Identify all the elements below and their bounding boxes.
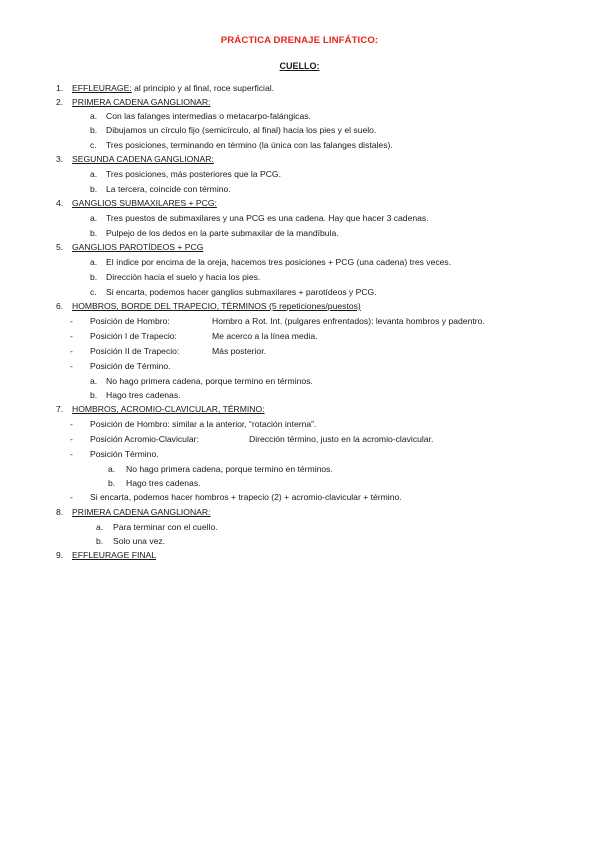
sub-item: No hago primera cadena, porque termino en términos. <box>106 376 313 386</box>
list-number: 2. <box>56 97 64 107</box>
sub-letter: b. <box>90 125 98 135</box>
section-heading: CUELLO: <box>279 61 320 71</box>
item-heading: PRIMERA CADENA GANGLIONAR: <box>72 97 211 107</box>
sub-item: Pulpejo de los dedos en la parte submaxilar de la mandíbula. <box>106 228 339 238</box>
list-number: 4. <box>56 198 64 208</box>
dash-bullet: - <box>70 346 73 356</box>
dash-bullet: - <box>70 449 73 459</box>
sub-letter: a. <box>90 169 98 179</box>
bullet-label: Posición Término. <box>90 449 159 459</box>
document-title: PRÁCTICA DRENAJE LINFÁTICO: <box>220 35 379 46</box>
sub-item: Si encarta, podemos hacer ganglios submaxilares + parotídeos y PCG. <box>106 287 377 297</box>
bullet-detail: Me acerco a la línea media. <box>212 331 318 341</box>
bullet-label: Posición Acromio-Clavicular: <box>90 434 199 444</box>
sub-item: Hago tres cadenas. <box>126 478 201 488</box>
list-number: 8. <box>56 507 64 517</box>
list-item <box>72 84 274 93</box>
sub-letter: b. <box>96 536 104 546</box>
bullet-detail: Dirección término, justo en la acromio-clavicular. <box>249 434 434 444</box>
dash-bullet: - <box>70 419 73 429</box>
sub-letter: a. <box>108 464 116 474</box>
sub-item: Tres posiciones, terminando en término (la única con las falanges distales). <box>106 140 393 150</box>
dash-bullet: - <box>70 316 73 326</box>
item-heading: EFFLEURAGE FINAL <box>72 550 157 560</box>
sub-item: Tres posiciones, más posteriores que la PCG. <box>106 169 281 179</box>
sub-item: Tres puestos de submaxilares y una PCG es una cadena. Hay que hacer 3 cadenas. <box>106 213 429 223</box>
item-heading: EFFLEURAGE: <box>72 83 132 93</box>
sub-item: Dibujamos un círculo fijo (semicírculo, al final) hacia los pies y el suelo. <box>106 125 377 135</box>
item-heading: PRIMERA CADENA GANGLIONAR: <box>72 507 211 517</box>
sub-letter: b. <box>90 390 98 400</box>
sub-letter: b. <box>90 272 98 282</box>
bullet-label: Posición de Término. <box>90 361 171 371</box>
sub-item: Solo una vez. <box>113 536 166 546</box>
sub-letter: b. <box>90 184 98 194</box>
sub-letter: b. <box>90 228 98 238</box>
item-heading: HOMBROS, ACROMIO-CLAVICULAR, TÉRMINO: <box>72 404 265 414</box>
sub-letter: c. <box>90 140 97 150</box>
list-number: 3. <box>56 154 64 164</box>
sub-item: Con las falanges intermedias o metacarpo-falángicas. <box>106 111 311 121</box>
list-number: 1. <box>56 83 64 93</box>
item-heading: GANGLIOS SUBMAXILARES + PCG: <box>72 198 217 208</box>
sub-letter: a. <box>90 111 98 121</box>
bullet-label: Posición II de Trapecio: <box>90 346 180 356</box>
sub-item: Para terminar con el cuello. <box>113 522 218 532</box>
sub-letter: a. <box>90 213 98 223</box>
sub-item: El índice por encima de la oreja, hacemos tres posiciones + PCG (una cadena) tres veces. <box>106 257 452 267</box>
sub-letter: c. <box>90 287 97 297</box>
sub-item: Dirección hacia el suelo y hacia los pies. <box>106 272 261 282</box>
sub-item: Hago tres cadenas. <box>106 390 181 400</box>
dash-bullet: - <box>70 434 73 444</box>
sub-letter: a. <box>90 376 98 386</box>
sub-letter: a. <box>96 522 104 532</box>
dash-bullet: - <box>70 361 73 371</box>
sub-letter: b. <box>108 478 116 488</box>
list-number: 9. <box>56 550 64 560</box>
bullet-detail: Más posterior. <box>212 346 266 356</box>
bullet-label: Posición de Hombro: <box>90 316 170 326</box>
list-number: 5. <box>56 242 64 252</box>
bullet-label: Si encarta, podemos hacer hombros + trapecio (2) + acromio-clavicular + término. <box>90 492 402 502</box>
sub-item: La tercera, coincide con término. <box>106 184 231 194</box>
bullet-label: Posición de Hombro: similar a la anterior, “rotación interna”. <box>90 419 317 429</box>
bullet-detail: Hombro a Rot. Int. (pulgares enfrentados): levanta hombros y padentro. <box>212 316 485 326</box>
item-heading: GANGLIOS PAROTÍDEOS + PCG <box>72 242 204 252</box>
bullet-label: Posición I de Trapecio: <box>90 331 177 341</box>
sub-item: No hago primera cadena, porque termino en términos. <box>126 464 333 474</box>
item-heading: HOMBROS, BORDE DEL TRAPECIO, TÉRMINOS (5 repeticiones/puestos) <box>72 301 361 311</box>
item-text: al principio y al final, roce superficial. <box>131 83 275 93</box>
sub-letter: a. <box>90 257 98 267</box>
list-number: 6. <box>56 301 64 311</box>
dash-bullet: - <box>70 331 73 341</box>
item-heading: SEGUNDA CADENA GANGLIONAR: <box>72 154 214 164</box>
list-number: 7. <box>56 404 64 414</box>
dash-bullet: - <box>70 492 73 502</box>
